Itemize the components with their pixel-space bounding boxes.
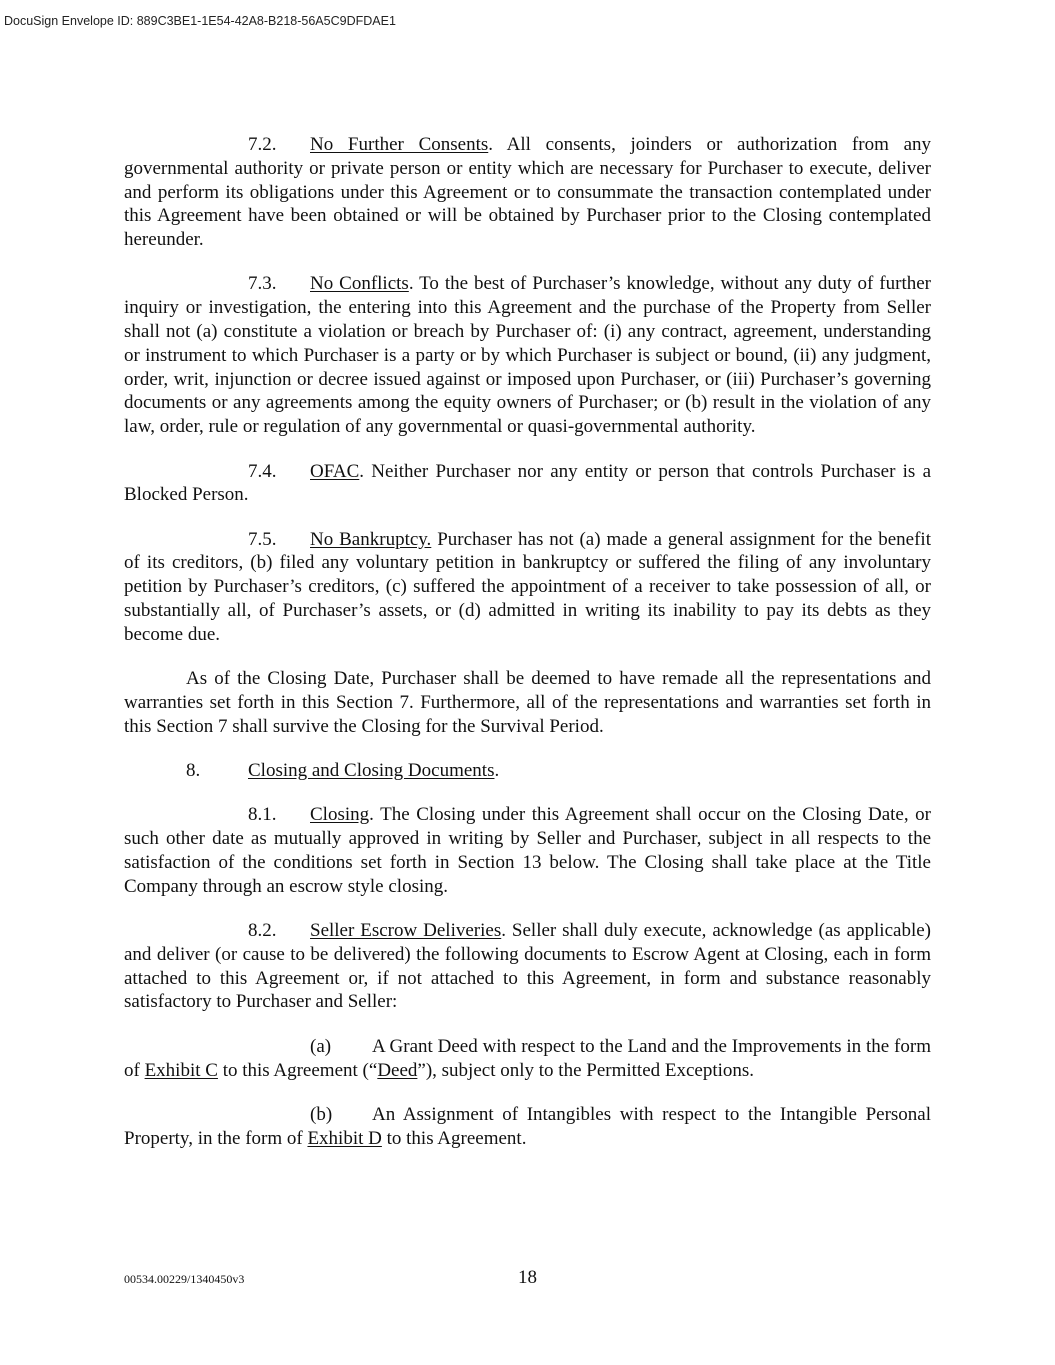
- section-8-1: [124, 803, 931, 898]
- section-heading: Closing and Closing Documents: [248, 760, 495, 782]
- page-number: 18: [518, 1267, 537, 1288]
- section-number: 7.3.: [248, 273, 277, 295]
- section-text: . The Closing under this Agreement shall occur on the Closing Date, or such other date as mutually approved in writing by Seller and Purchaser, subject in all respects to the satisfaction of the conditions set forth in Section 13 below. The Closing shall take place at the Title Company through an escrow style closing.: [124, 804, 931, 897]
- deed-defined-term: Deed: [377, 1059, 418, 1081]
- section-heading: No Conflicts: [310, 273, 409, 295]
- subsection-text: ”), subject only to the Permitted Exceptions.: [417, 1059, 755, 1081]
- envelope-id-header: DocuSign Envelope ID: 889C3BE1-1E54-42A8-B218-56A5C9DFDAE1: [4, 14, 396, 28]
- section-heading: Closing: [310, 804, 370, 826]
- subsection-text: An Assignment of Intangibles with respect to the Intangible Personal Property, in the form of: [124, 1103, 931, 1149]
- subsection-text: to this Agreement.: [381, 1127, 527, 1149]
- subsection-text: to this Agreement (“: [217, 1059, 378, 1081]
- section-number: 8.: [186, 760, 201, 782]
- subsection-number: (a): [310, 1035, 332, 1057]
- section-heading: No Further Consents: [310, 134, 489, 155]
- section-8-2: [124, 919, 931, 1014]
- section-text: . Seller shall duly execute, acknowledge (as applicable) and deliver (or cause to be delivered) the following documents to Escrow Agent at Closing, each in form attached to this Agreement or, if not attached to this Agreement, in form and substance reasonably satisfactory to Purchaser and Seller:: [124, 920, 931, 1013]
- section-number: 8.2.: [248, 920, 277, 942]
- subsection-text: A Grant Deed with respect to the Land and the Improvements in the form of: [124, 1035, 931, 1081]
- section-8: [124, 759, 931, 783]
- section-text: .: [494, 760, 500, 782]
- section-heading: No Bankruptcy.: [310, 528, 432, 550]
- section-8-2-b: [124, 1103, 931, 1151]
- section-number: 8.1.: [248, 804, 277, 826]
- section-heading: OFAC: [310, 460, 360, 482]
- exhibit-d-reference: Exhibit D: [307, 1127, 382, 1149]
- section-7-closing-paragraph: As of the Closing Date, Purchaser shall be deemed to have remade all the representations and warranties set forth in this Section 7. Furthermore, all of the representations and warranties set forth in this Section 7 shall survive the Closing for the Survival Period.: [124, 668, 931, 737]
- subsection-number: (b): [310, 1103, 333, 1125]
- document-body: [124, 133, 931, 1171]
- section-number: 7.5.: [248, 528, 277, 550]
- section-heading: Seller Escrow Deliveries: [310, 920, 502, 942]
- section-7-4: [124, 460, 931, 508]
- section-text: . To the best of Purchaser’s knowledge, without any duty of further inquiry or investigation, the entering into this Agreement and the purchase of the Property from Seller shall not (a) constitute a violation or breach by Purchaser of: (i) any contract, agreement, understanding or instrument to which Purchaser is a party or by which Purchaser is subject or bound, (ii) any judgment, order, writ, injunction or decree issued against or imposed upon Purchaser, or (iii) Purchaser’s governing documents or any agreements among the equity owners of Purchaser; or (b) result in the violation of any law, order, rule or regulation of any governmental or quasi-governmental authority.: [124, 273, 931, 438]
- section-text: . Neither Purchaser nor any entity or person that controls Purchaser is a Blocked Person.: [124, 460, 931, 506]
- section-number: 7.2.: [248, 134, 277, 155]
- exhibit-c-reference: Exhibit C: [144, 1059, 218, 1081]
- document-number: 00534.00229/1340450v3: [124, 1272, 245, 1286]
- section-7-2: [124, 133, 931, 252]
- section-7-3: [124, 272, 931, 439]
- section-text: . All consents, joinders or authorization from any governmental authority or private person or entity which are necessary for Purchaser to execute, deliver and perform its obligations under this Agreement or to consummate the transaction contemplated under this Agreement have been obtained or will be obtained by Purchaser prior to the Closing contemplated hereunder.: [124, 134, 932, 251]
- section-7-5: [124, 528, 931, 647]
- section-text: Purchaser has not (a) made a general assignment for the benefit of its creditors, (b) filed any voluntary petition in bankruptcy or suffered the filing of any involuntary petition by Purchaser’s creditors, (c) suffered the appointment of a receiver to take possession of all, or substantially all, of Purchaser’s assets, or (d) admitted in writing its inability to pay its debts as they become due.: [124, 528, 931, 645]
- section-number: 7.4.: [248, 460, 277, 482]
- section-8-2-a: [124, 1035, 931, 1083]
